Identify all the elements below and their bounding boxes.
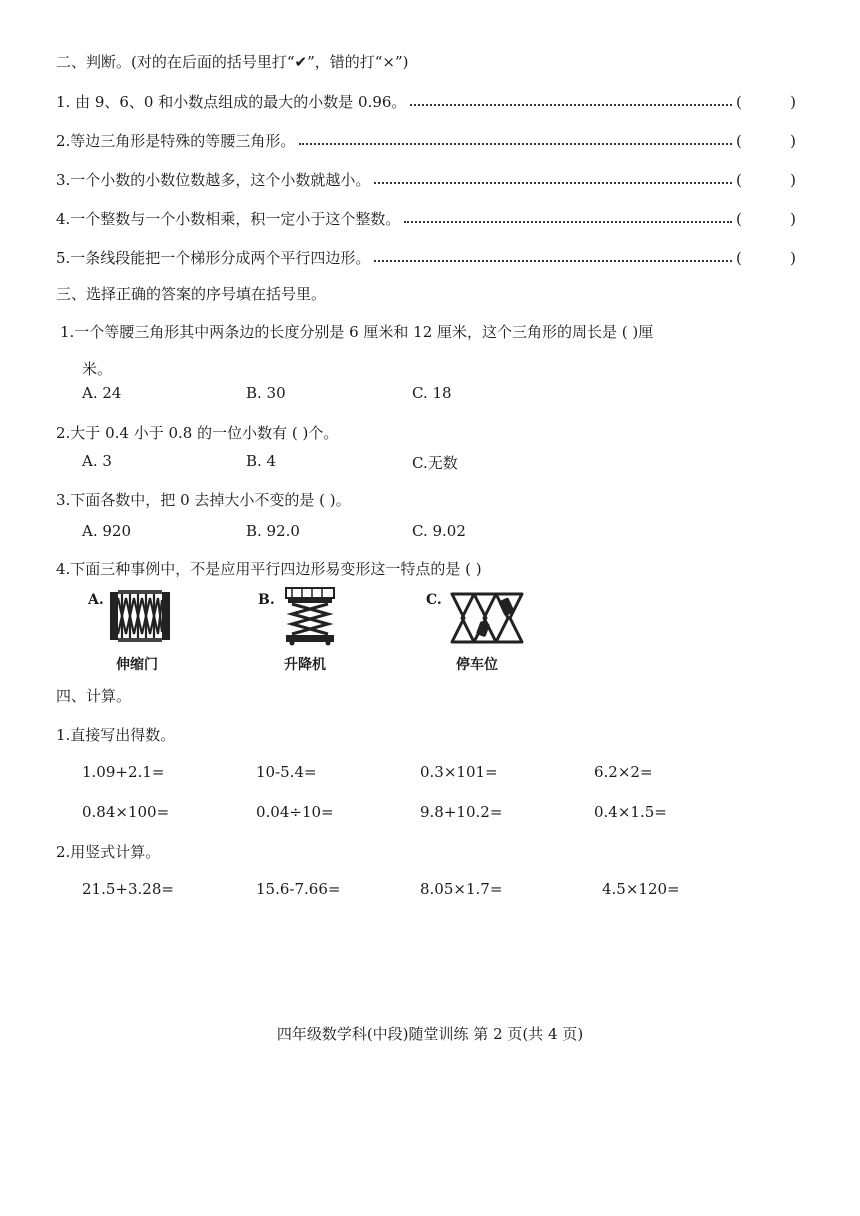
- calc-item: 0.84×100=: [82, 803, 170, 821]
- dotted-leader: [410, 104, 732, 106]
- section-4-title: 四、计算。: [56, 687, 132, 705]
- parking-space-image: [448, 590, 530, 646]
- calc-item: 0.04÷10=: [256, 803, 334, 821]
- answer-blank[interactable]: ( ): [736, 210, 796, 228]
- calc-item: 6.2×2=: [594, 763, 653, 781]
- vertical-calc-item: 8.05×1.7=: [420, 880, 503, 898]
- judge-item-5: [56, 248, 796, 268]
- option-c: C. 9.02: [412, 522, 466, 540]
- section-3-title: 三、选择正确的答案的序号填在括号里。: [56, 285, 327, 303]
- picture-b-caption: 升降机: [284, 657, 326, 673]
- picture-a-caption: 伸缩门: [116, 657, 158, 673]
- question-2: 2.大于 0.4 小于 0.8 的一位小数有 ( )个。: [56, 424, 339, 442]
- option-c: C.无数: [412, 454, 458, 472]
- part-2-title: 2.用竖式计算。: [56, 843, 161, 861]
- judge-item-4: [56, 209, 796, 229]
- vertical-calc-item: 15.6-7.66=: [256, 880, 341, 898]
- dotted-leader: [404, 221, 732, 223]
- answer-blank[interactable]: ( ): [736, 171, 796, 189]
- judge-item-3: [56, 170, 796, 190]
- judge-item-text: 5.一条线段能把一个梯形分成两个平行四边形。: [56, 249, 371, 267]
- question-3: 3.下面各数中，把 0 去掉大小不变的是 ( )。: [56, 491, 351, 509]
- page-footer: 四年级数学科(中段)随堂训练 第 2 页(共 4 页): [276, 1025, 584, 1043]
- option-a: A. 24: [82, 384, 122, 402]
- vertical-calc-item: 4.5×120=: [602, 880, 680, 898]
- option-a: A. 920: [82, 522, 131, 540]
- picture-b-label: B.: [258, 592, 275, 608]
- judge-item-2: [56, 131, 796, 151]
- calc-item: 1.09+2.1=: [82, 763, 165, 781]
- answer-blank[interactable]: ( ): [736, 249, 796, 267]
- judge-item-text: 2.等边三角形是特殊的等腰三角形。: [56, 132, 296, 150]
- dotted-leader: [299, 143, 732, 145]
- picture-c-caption: 停车位: [456, 657, 498, 673]
- option-b: B. 92.0: [246, 522, 300, 540]
- option-a: A. 3: [82, 452, 112, 470]
- judge-item-1: [56, 92, 796, 112]
- section-2-title: 二、判断。(对的在后面的括号里打“✔”，错的打“×”): [56, 53, 409, 71]
- question-4: 4.下面三种事例中，不是应用平行四边形易变形这一特点的是 ( ): [56, 560, 482, 578]
- option-b: B. 4: [246, 452, 277, 470]
- calc-item: 10-5.4=: [256, 763, 317, 781]
- picture-a-label: A.: [88, 592, 104, 608]
- part-1-title: 1.直接写出得数。: [56, 726, 176, 744]
- judge-item-text: 4.一个整数与一个小数相乘，积一定小于这个整数。: [56, 210, 401, 228]
- answer-blank[interactable]: ( ): [736, 93, 796, 111]
- picture-c-label: C.: [426, 592, 442, 608]
- dotted-leader: [374, 182, 732, 184]
- judge-item-text: 3.一个小数的小数位数越多，这个小数就越小。: [56, 171, 371, 189]
- question-1: 1.一个等腰三角形其中两条边的长度分别是 6 厘米和 12 厘米，这个三角形的周长是 ( )厘: [60, 323, 654, 341]
- vertical-calc-item: 21.5+3.28=: [82, 880, 174, 898]
- option-b: B. 30: [246, 384, 286, 402]
- calc-item: 0.3×101=: [420, 763, 498, 781]
- scissor-lift-image: [282, 586, 338, 646]
- option-c: C. 18: [412, 384, 452, 402]
- dotted-leader: [374, 260, 732, 262]
- question-1-continuation: 米。: [82, 360, 113, 378]
- calc-item: 0.4×1.5=: [594, 803, 667, 821]
- retractable-gate-image: [108, 588, 172, 644]
- judge-item-text: 1. 由 9、6、0 和小数点组成的最大的小数是 0.96。: [56, 93, 407, 111]
- answer-blank[interactable]: ( ): [736, 132, 796, 150]
- calc-item: 9.8+10.2=: [420, 803, 503, 821]
